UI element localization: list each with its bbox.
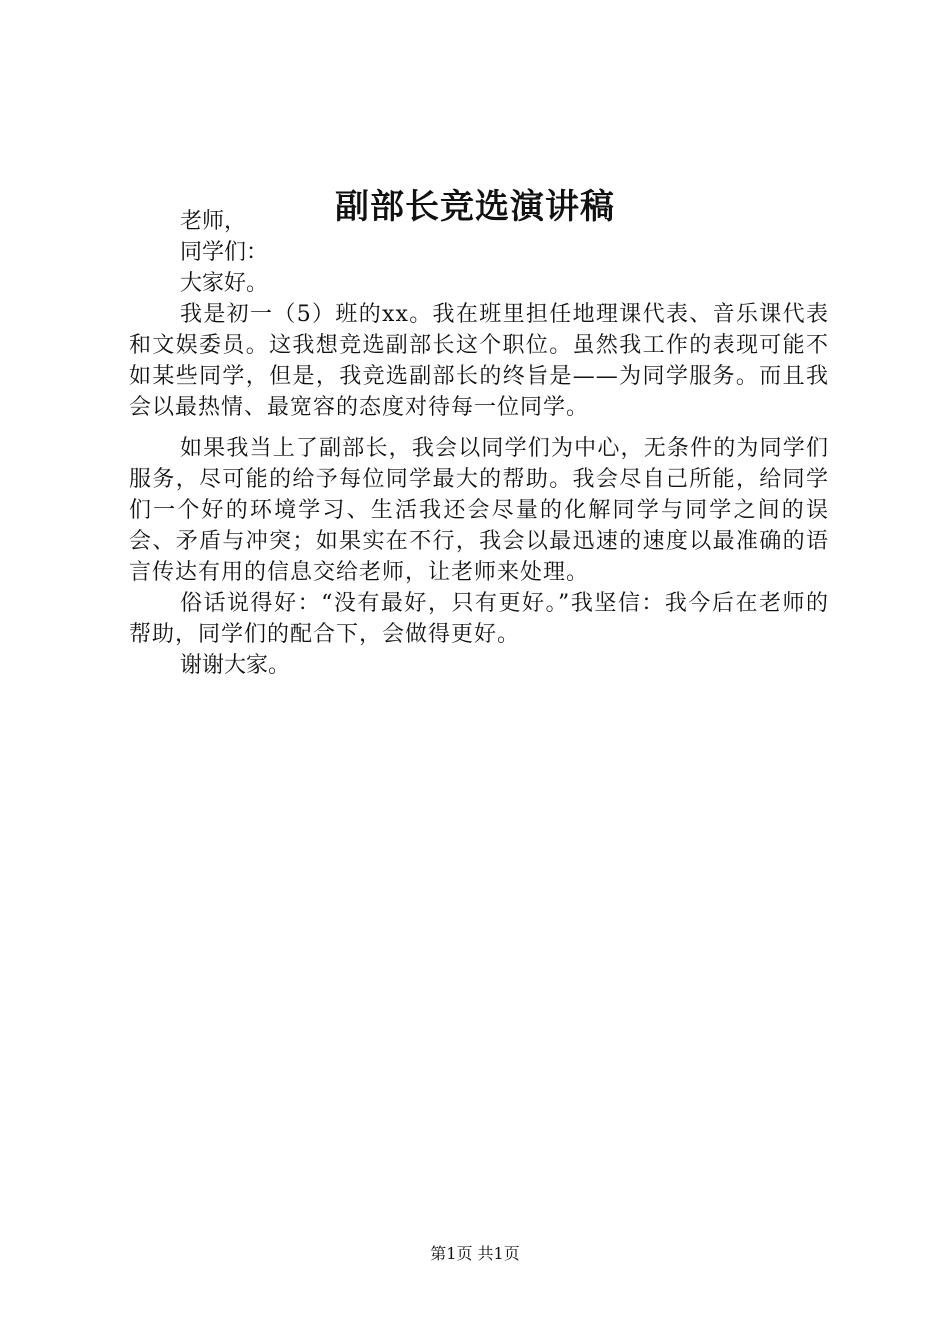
paragraph-introduction: 我是初一（5）班的xx。我在班里担任地理课代表、音乐课代表和文娱委员。这我想竞选副部长这个职位。虽然我工作的表现可能不如某些同学，但是，我竞选副部长的终旨是——为同学服务。而且我会以最热情、最宽容的态度对待每一位同学。 [129, 302, 829, 420]
document-title: 副部长竞选演讲稿 [335, 187, 615, 227]
salutation-classmates: 同学们： [180, 240, 269, 265]
closing-thanks: 谢谢大家。 [180, 653, 291, 678]
paragraph-conclusion: 俗话说得好：“没有最好，只有更好。”我坚信：我今后在老师的帮助，同学们的配合下，会做得更好。 [129, 591, 829, 647]
salutation-teacher: 老师， [180, 209, 247, 234]
greeting: 大家好。 [180, 271, 269, 296]
paragraph-commitment: 如果我当上了副部长，我会以同学们为中心，无条件的为同学们服务，尽可能的给予每位同学最大的帮助。我会尽自己所能，给同学们一个好的环境学习、生活我还会尽量的化解同学与同学之间的误会、矛盾与冲突；如果实在不行，我会以最迅速的速度以最准确的语言传达有用的信息交给老师，让老师来处理。 [129, 436, 829, 585]
document-body [129, 206, 829, 681]
page-number-footer: 第1页 共1页 [430, 1244, 520, 1263]
